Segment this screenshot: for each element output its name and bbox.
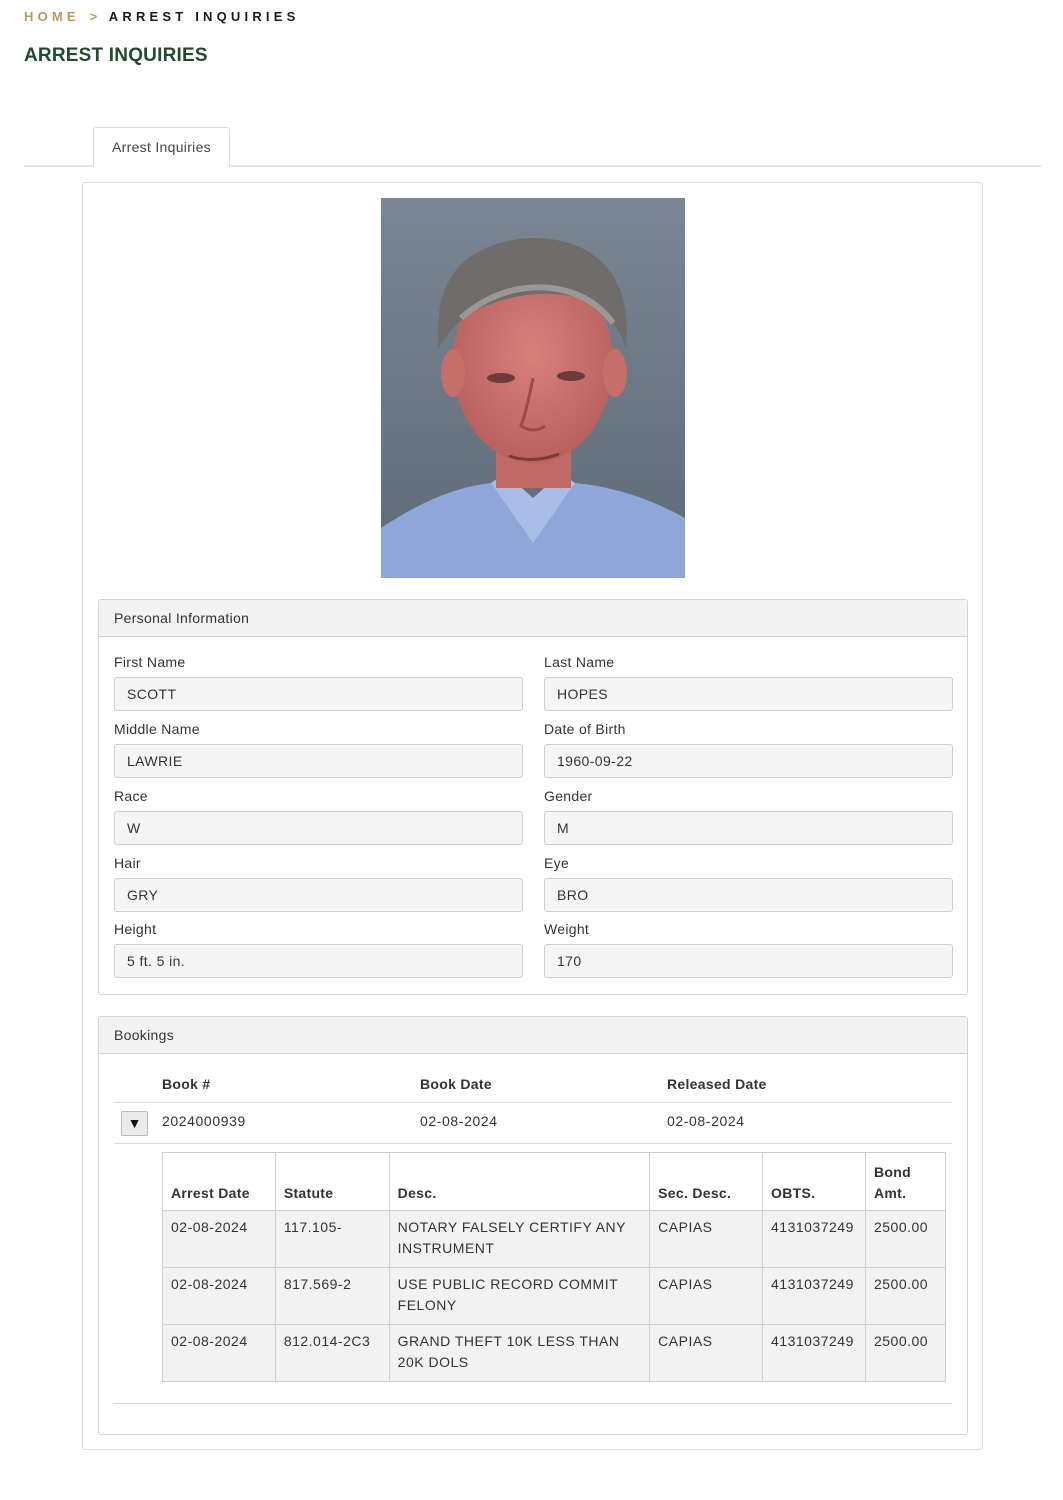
- charges-table: [162, 1152, 946, 1382]
- arrest-date-cell: 02-08-2024: [163, 1268, 276, 1325]
- obts-cell: 4131037249: [763, 1268, 866, 1325]
- hair-label: Hair: [114, 855, 141, 871]
- bond-amount-header: Bond Amt.: [865, 1153, 945, 1211]
- desc-cell: USE PUBLIC RECORD COMMIT FELONY: [389, 1268, 649, 1325]
- gender-field: [544, 788, 953, 845]
- statute-cell: 812.014-2C3: [275, 1325, 389, 1382]
- bookings-footer-divider: [114, 1403, 952, 1404]
- middle-name-value[interactable]: LAWRIE: [114, 744, 523, 778]
- race-label: Race: [114, 788, 148, 804]
- statute-header: Statute: [275, 1153, 389, 1211]
- race-value[interactable]: W: [114, 811, 523, 845]
- obts-cell: 4131037249: [763, 1325, 866, 1382]
- released-date-header: Released Date: [667, 1076, 767, 1092]
- arrest-date-header: Arrest Date: [163, 1153, 276, 1211]
- expand-toggle-icon[interactable]: ▼: [121, 1111, 148, 1136]
- booking-photo: [381, 198, 685, 578]
- bond-amount-cell: 2500.00: [865, 1325, 945, 1382]
- gender-label: Gender: [544, 788, 593, 804]
- breadcrumb-current: ARREST INQUIRIES: [108, 9, 300, 24]
- weight-value[interactable]: 170: [544, 944, 953, 978]
- obts-cell: 4131037249: [763, 1211, 866, 1268]
- arrest-record-card: [82, 182, 983, 1450]
- bond-amount-cell: 2500.00: [865, 1211, 945, 1268]
- breadcrumb-separator: >: [89, 9, 102, 24]
- bookings-panel: [98, 1016, 968, 1435]
- sec-desc-cell: CAPIAS: [650, 1325, 763, 1382]
- tab-arrest-inquiries[interactable]: Arrest Inquiries: [93, 127, 230, 167]
- last-name-value[interactable]: HOPES: [544, 677, 953, 711]
- date-of-birth-label: Date of Birth: [544, 721, 626, 737]
- personal-information-heading: Personal Information: [99, 600, 967, 637]
- book-number-header: Book #: [162, 1076, 211, 1092]
- arrest-date-cell: 02-08-2024: [163, 1211, 276, 1268]
- desc-header: Desc.: [389, 1153, 649, 1211]
- charges-header-row: [163, 1153, 946, 1211]
- page-title: ARREST INQUIRIES: [24, 45, 208, 66]
- sec-desc-cell: CAPIAS: [650, 1211, 763, 1268]
- desc-cell: GRAND THEFT 10K LESS THAN 20K DOLS: [389, 1325, 649, 1382]
- breadcrumb: [24, 9, 299, 24]
- weight-field: [544, 921, 953, 978]
- height-label: Height: [114, 921, 157, 937]
- race-field: [114, 788, 523, 845]
- eye-field: [544, 855, 953, 912]
- sec-desc-cell: CAPIAS: [650, 1268, 763, 1325]
- first-name-field: [114, 654, 523, 711]
- desc-cell: NOTARY FALSELY CERTIFY ANY INSTRUMENT: [389, 1211, 649, 1268]
- first-name-label: First Name: [114, 654, 186, 670]
- weight-label: Weight: [544, 921, 590, 937]
- middle-name-label: Middle Name: [114, 721, 200, 737]
- hair-value[interactable]: GRY: [114, 878, 523, 912]
- table-row: [163, 1325, 946, 1382]
- sec-desc-header: Sec. Desc.: [650, 1153, 763, 1211]
- statute-cell: 117.105-: [275, 1211, 389, 1268]
- last-name-label: Last Name: [544, 654, 615, 670]
- statute-cell: 817.569-2: [275, 1268, 389, 1325]
- gender-value[interactable]: M: [544, 811, 953, 845]
- eye-label: Eye: [544, 855, 570, 871]
- table-row: [163, 1268, 946, 1325]
- obts-header: OBTS.: [763, 1153, 866, 1211]
- booking-row-divider: [114, 1143, 952, 1144]
- booking-number: 2024000939: [162, 1113, 246, 1129]
- height-value[interactable]: 5 ft. 5 in.: [114, 944, 523, 978]
- hair-field: [114, 855, 523, 912]
- middle-name-field: [114, 721, 523, 778]
- last-name-field: [544, 654, 953, 711]
- first-name-value[interactable]: SCOTT: [114, 677, 523, 711]
- bond-amount-cell: 2500.00: [865, 1268, 945, 1325]
- arrest-date-cell: 02-08-2024: [163, 1325, 276, 1382]
- table-row: [163, 1211, 946, 1268]
- released-date: 02-08-2024: [667, 1113, 745, 1129]
- bookings-heading: Bookings: [99, 1017, 967, 1054]
- bookings-header-divider: [114, 1102, 952, 1103]
- booking-date: 02-08-2024: [420, 1113, 498, 1129]
- eye-value[interactable]: BRO: [544, 878, 953, 912]
- date-of-birth-field: [544, 721, 953, 778]
- date-of-birth-value[interactable]: 1960-09-22: [544, 744, 953, 778]
- book-date-header: Book Date: [420, 1076, 492, 1092]
- breadcrumb-home-link[interactable]: HOME: [24, 9, 80, 24]
- personal-information-panel: [98, 599, 968, 995]
- height-field: [114, 921, 523, 978]
